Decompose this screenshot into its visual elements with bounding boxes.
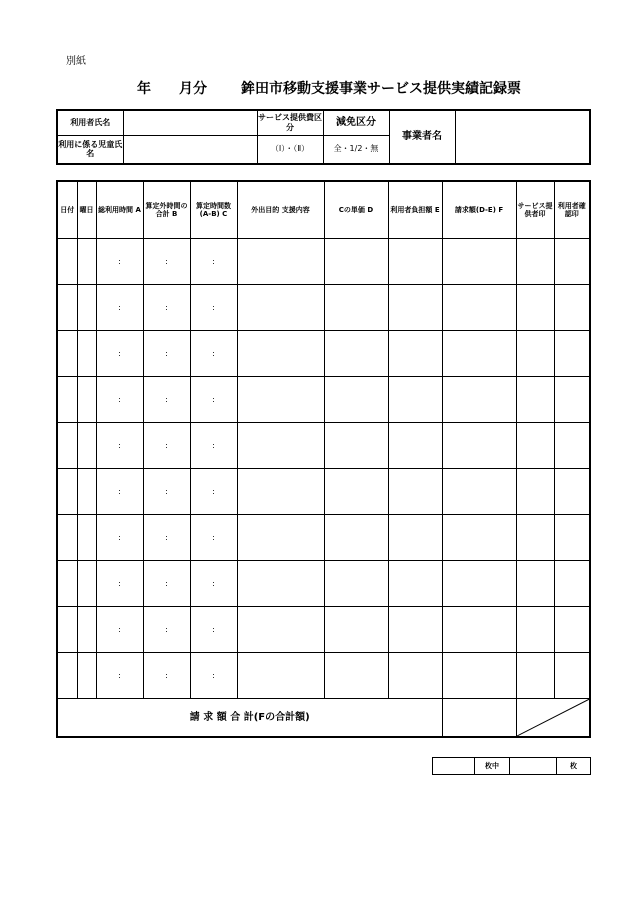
- col-excluded-time: 算定外時間の合計 B: [143, 181, 190, 239]
- reduction-choice[interactable]: 全・1/2・無: [323, 135, 389, 164]
- cell-excluded-time[interactable]: :: [143, 561, 190, 607]
- total-label: 請 求 額 合 計(Fの合計額): [57, 699, 442, 738]
- cell-user-seal[interactable]: [554, 285, 590, 331]
- col-user-seal: 利用者確認印: [554, 181, 590, 239]
- cell-user-seal[interactable]: [554, 377, 590, 423]
- cell-billing[interactable]: [442, 515, 516, 561]
- cell-weekday[interactable]: [77, 607, 96, 653]
- cell-provider-seal[interactable]: [516, 653, 554, 699]
- child-name-field[interactable]: [123, 135, 257, 164]
- cell-total-time[interactable]: :: [96, 561, 143, 607]
- cell-purpose[interactable]: [237, 423, 324, 469]
- cell-date[interactable]: [57, 469, 77, 515]
- cell-user-burden[interactable]: [388, 653, 442, 699]
- title-year: 年: [137, 81, 151, 97]
- cell-user-seal[interactable]: [554, 239, 590, 285]
- cell-calc-time[interactable]: :: [190, 423, 237, 469]
- cell-weekday[interactable]: [77, 239, 96, 285]
- cell-calc-time[interactable]: :: [190, 653, 237, 699]
- col-purpose: 外出目的 支援内容: [237, 181, 324, 239]
- cell-user-seal[interactable]: [554, 331, 590, 377]
- cell-purpose[interactable]: [237, 377, 324, 423]
- sheet-number-field[interactable]: [433, 758, 475, 775]
- cell-calc-time[interactable]: :: [190, 331, 237, 377]
- cell-user-burden[interactable]: [388, 285, 442, 331]
- col-total-time: 総利用時間 A: [96, 181, 143, 239]
- cell-purpose[interactable]: [237, 607, 324, 653]
- col-calc-time: 算定時間数 (A-B) C: [190, 181, 237, 239]
- cell-provider-seal[interactable]: [516, 561, 554, 607]
- cell-purpose[interactable]: [237, 331, 324, 377]
- cell-unit-price[interactable]: [324, 423, 388, 469]
- cell-provider-seal[interactable]: [516, 515, 554, 561]
- cell-user-seal[interactable]: [554, 423, 590, 469]
- cell-calc-time[interactable]: :: [190, 285, 237, 331]
- cell-weekday[interactable]: [77, 285, 96, 331]
- cell-user-burden[interactable]: [388, 377, 442, 423]
- cell-user-seal[interactable]: [554, 607, 590, 653]
- table-row: [57, 423, 590, 469]
- cell-total-time[interactable]: :: [96, 653, 143, 699]
- cell-excluded-time[interactable]: :: [143, 515, 190, 561]
- cell-unit-price[interactable]: [324, 377, 388, 423]
- cell-weekday[interactable]: [77, 653, 96, 699]
- cell-calc-time[interactable]: :: [190, 515, 237, 561]
- header-table: [56, 109, 591, 165]
- cell-excluded-time[interactable]: :: [143, 377, 190, 423]
- cell-date[interactable]: [57, 515, 77, 561]
- cell-excluded-time[interactable]: :: [143, 239, 190, 285]
- cell-calc-time[interactable]: :: [190, 239, 237, 285]
- cell-purpose[interactable]: [237, 653, 324, 699]
- cell-user-burden[interactable]: [388, 561, 442, 607]
- cell-date[interactable]: [57, 653, 77, 699]
- cell-total-time[interactable]: :: [96, 469, 143, 515]
- cell-billing[interactable]: [442, 331, 516, 377]
- cell-billing[interactable]: [442, 561, 516, 607]
- cell-billing[interactable]: [442, 285, 516, 331]
- record-table: [56, 180, 591, 738]
- cell-billing[interactable]: [442, 469, 516, 515]
- provider-name-field[interactable]: [455, 110, 590, 164]
- cell-calc-time[interactable]: :: [190, 377, 237, 423]
- table-row: [57, 561, 590, 607]
- table-row: [57, 377, 590, 423]
- total-amount-field[interactable]: [442, 699, 516, 738]
- cell-billing[interactable]: [442, 653, 516, 699]
- cell-total-time[interactable]: :: [96, 331, 143, 377]
- cell-provider-seal[interactable]: [516, 239, 554, 285]
- cell-excluded-time[interactable]: :: [143, 653, 190, 699]
- service-fee-label: サービス提供費区分: [257, 110, 323, 135]
- cell-excluded-time[interactable]: :: [143, 423, 190, 469]
- cell-user-seal[interactable]: [554, 653, 590, 699]
- col-user-burden: 利用者負担額 E: [388, 181, 442, 239]
- cell-user-seal[interactable]: [554, 561, 590, 607]
- cell-user-seal[interactable]: [554, 515, 590, 561]
- sheet-of-label: 枚中: [475, 758, 510, 775]
- table-row: [57, 239, 590, 285]
- child-name-label: 利用に係る児童氏名: [57, 135, 123, 164]
- table-row: [57, 607, 590, 653]
- diagonal-slash: [517, 699, 590, 736]
- cell-user-burden[interactable]: [388, 423, 442, 469]
- cell-purpose[interactable]: [237, 515, 324, 561]
- cell-excluded-time[interactable]: :: [143, 607, 190, 653]
- cell-unit-price[interactable]: [324, 331, 388, 377]
- cell-user-burden[interactable]: [388, 239, 442, 285]
- cell-calc-time[interactable]: :: [190, 469, 237, 515]
- cell-excluded-time[interactable]: :: [143, 331, 190, 377]
- page-count-table: [432, 757, 591, 775]
- cell-weekday[interactable]: [77, 423, 96, 469]
- cell-weekday[interactable]: [77, 377, 96, 423]
- cell-unit-price[interactable]: [324, 607, 388, 653]
- col-unit-price: Cの単価 D: [324, 181, 388, 239]
- column-header-row: [57, 181, 590, 239]
- cell-unit-price[interactable]: [324, 285, 388, 331]
- cell-total-time[interactable]: :: [96, 423, 143, 469]
- cell-total-time[interactable]: :: [96, 515, 143, 561]
- cell-weekday[interactable]: [77, 561, 96, 607]
- cell-excluded-time[interactable]: :: [143, 469, 190, 515]
- record-rows: [57, 239, 590, 699]
- cell-calc-time[interactable]: :: [190, 607, 237, 653]
- cell-unit-price[interactable]: [324, 561, 388, 607]
- cell-date[interactable]: [57, 239, 77, 285]
- col-provider-seal: サービス提供者印: [516, 181, 554, 239]
- table-row: [57, 331, 590, 377]
- cell-provider-seal[interactable]: [516, 607, 554, 653]
- cell-purpose[interactable]: [237, 469, 324, 515]
- cell-date[interactable]: [57, 561, 77, 607]
- cell-date[interactable]: [57, 607, 77, 653]
- cell-total-time[interactable]: :: [96, 607, 143, 653]
- user-name-field[interactable]: [123, 110, 257, 135]
- cell-billing[interactable]: [442, 239, 516, 285]
- table-row: [57, 285, 590, 331]
- cell-date[interactable]: [57, 377, 77, 423]
- cell-excluded-time[interactable]: :: [143, 285, 190, 331]
- reduction-label: 減免区分: [323, 110, 389, 135]
- total-row: [57, 699, 590, 738]
- cell-unit-price[interactable]: [324, 469, 388, 515]
- cell-weekday[interactable]: [77, 515, 96, 561]
- cell-user-seal[interactable]: [554, 469, 590, 515]
- cell-purpose[interactable]: [237, 239, 324, 285]
- title-name: 鉾田市移動支援事業サービス提供実績記録票: [241, 81, 521, 97]
- cell-date[interactable]: [57, 331, 77, 377]
- cell-weekday[interactable]: [77, 469, 96, 515]
- cell-billing[interactable]: [442, 607, 516, 653]
- cell-provider-seal[interactable]: [516, 423, 554, 469]
- page-title: [137, 78, 521, 98]
- cell-purpose[interactable]: [237, 285, 324, 331]
- cell-date[interactable]: [57, 423, 77, 469]
- cell-calc-time[interactable]: :: [190, 561, 237, 607]
- cell-billing[interactable]: [442, 423, 516, 469]
- col-date: 日付: [57, 181, 77, 239]
- cell-billing[interactable]: [442, 377, 516, 423]
- cell-provider-seal[interactable]: [516, 377, 554, 423]
- cell-unit-price[interactable]: [324, 653, 388, 699]
- cell-weekday[interactable]: [77, 331, 96, 377]
- cell-provider-seal[interactable]: [516, 469, 554, 515]
- col-weekday: 曜日: [77, 181, 96, 239]
- title-month: 月分: [179, 81, 207, 97]
- cell-date[interactable]: [57, 285, 77, 331]
- cell-total-time[interactable]: :: [96, 285, 143, 331]
- sheet-total-field[interactable]: [510, 758, 557, 775]
- table-row: [57, 515, 590, 561]
- cell-user-burden[interactable]: [388, 607, 442, 653]
- cell-purpose[interactable]: [237, 561, 324, 607]
- table-row: [57, 653, 590, 699]
- col-billing: 請求額(D-E) F: [442, 181, 516, 239]
- annex-label: 別紙: [66, 56, 86, 67]
- user-name-label: 利用者氏名: [57, 110, 123, 135]
- cell-provider-seal[interactable]: [516, 285, 554, 331]
- cell-total-time[interactable]: :: [96, 377, 143, 423]
- cell-provider-seal[interactable]: [516, 331, 554, 377]
- cell-total-time[interactable]: :: [96, 239, 143, 285]
- cell-user-burden[interactable]: [388, 331, 442, 377]
- sheet-count-label: 枚: [557, 758, 591, 775]
- provider-label: 事業者名: [389, 110, 455, 164]
- service-fee-choice[interactable]: （Ⅰ）・（Ⅱ）: [257, 135, 323, 164]
- total-slash-cell: [516, 699, 590, 738]
- cell-unit-price[interactable]: [324, 239, 388, 285]
- cell-user-burden[interactable]: [388, 515, 442, 561]
- cell-unit-price[interactable]: [324, 515, 388, 561]
- table-row: [57, 469, 590, 515]
- cell-user-burden[interactable]: [388, 469, 442, 515]
